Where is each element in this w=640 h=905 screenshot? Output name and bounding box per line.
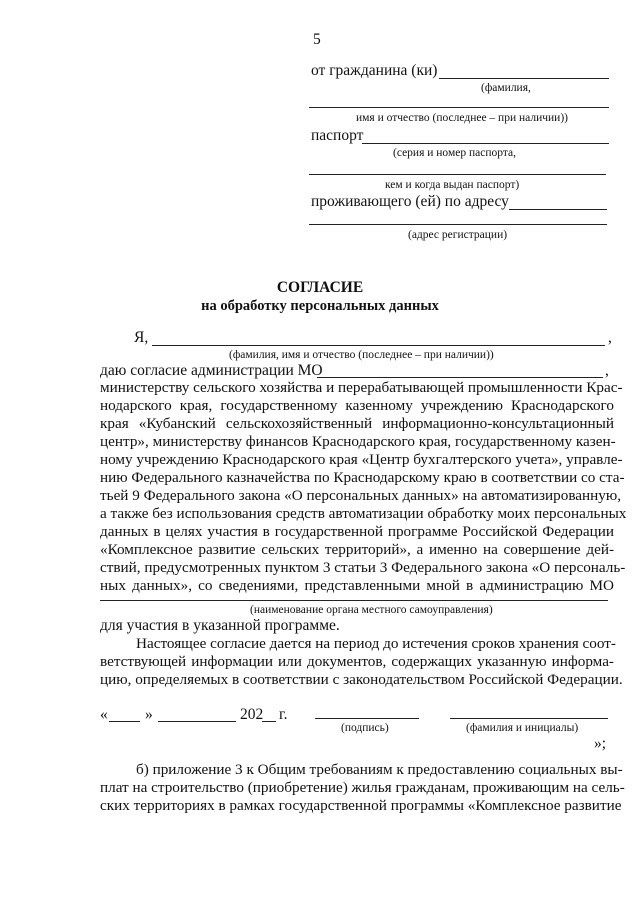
- address-line-1: [509, 209, 607, 210]
- month-line: [158, 721, 236, 722]
- year-line: [262, 721, 276, 722]
- paragraph-line: нию Федерального казначейства по Краснодарскому краю в соответствии со ста-: [100, 469, 625, 486]
- page-number: 5: [313, 31, 321, 48]
- i-label: Я,: [134, 329, 149, 346]
- issued-line: [309, 174, 606, 175]
- org-hint: (наименование органа местного самоуправления): [250, 604, 493, 616]
- validity-line: цию, определяемых в соответствии с законодательством Российской Федерации.: [100, 671, 623, 688]
- mo-line: [317, 377, 603, 378]
- paragraph-line: ных данных», со сведениями, представленными мной в администрацию МО: [100, 577, 614, 594]
- closing-quote: »;: [594, 735, 607, 752]
- paragraph-line: центр», министерству финансов Краснодарского края, государственному казен-: [100, 433, 616, 450]
- signature-line: [315, 718, 419, 719]
- mo-comma: ,: [605, 362, 609, 379]
- initials-line: [450, 718, 608, 719]
- fio-comma: ,: [608, 329, 612, 346]
- passport-line: [362, 143, 609, 144]
- signature-hint: (подпись): [341, 722, 389, 734]
- fio-line: [152, 345, 605, 346]
- footer-line: плат на строительство (приобретение) жилья гражданам, проживающим на сель-: [100, 779, 625, 796]
- passport-hint: (серия и номер паспорта,: [393, 147, 516, 159]
- paragraph-line: края «Кубанский сельскохозяйственный информационно-консультационный: [100, 415, 614, 432]
- address-label: проживающего (ей) по адресу: [311, 193, 509, 210]
- org-line: [100, 600, 608, 601]
- from-citizen-label: от гражданина (ки): [311, 62, 438, 79]
- validity-line: ветствующей информации или документов, содержащих указанную информа-: [100, 653, 614, 670]
- name-hint: имя и отчество (последнее – при наличии)): [356, 112, 568, 124]
- address-hint: (адрес регистрации): [408, 229, 508, 241]
- fio-hint: (фамилия, имя и отчество (последнее – при наличии)): [229, 349, 494, 361]
- day-line: [109, 721, 140, 722]
- paragraph-line: «Комплексное развитие сельских территорий», а именно на совершение дей-: [100, 541, 614, 558]
- footer-line: б) приложение 3 к Общим требованиям к предоставлению социальных вы-: [136, 761, 623, 778]
- paragraph-line: ствий, предусмотренных пунктом 3 статьи 3 Федерального закона «О персональ-: [100, 559, 626, 576]
- paragraph-line: тьей 9 Федерального закона «О персональных данных» на автоматизированную,: [100, 487, 622, 504]
- passport-label: паспорт: [311, 127, 364, 144]
- paragraph-line: нодарского края, государственному казенному учреждению Краснодарского: [100, 397, 614, 414]
- year-suffix: г.: [279, 706, 288, 723]
- paragraph-line: а также без использования средств автоматизации обработку моих персональных: [100, 505, 627, 522]
- name-line: [309, 107, 609, 108]
- surname-hint: (фамилия,: [481, 82, 531, 94]
- date-quote-close: »: [145, 706, 153, 723]
- date-quote-open: «: [100, 706, 108, 723]
- document-title: СОГЛАСИЕ: [276, 279, 364, 296]
- validity-line: Настоящее согласие дается на период до истечения сроков хранения соот-: [136, 635, 616, 652]
- document-subtitle: на обработку персональных данных: [201, 298, 439, 314]
- address-line-2: [309, 224, 607, 225]
- paragraph-line: данных в целях участия в государственной программе Российской Федерации: [100, 523, 614, 540]
- initials-hint: (фамилия и инициалы): [466, 722, 579, 734]
- paragraph-line: министерству сельского хозяйства и перерабатывающей промышленности Крас-: [100, 379, 623, 396]
- year-prefix: 202: [240, 706, 264, 723]
- purpose-text: для участия в указанной программе.: [100, 617, 340, 634]
- surname-line: [439, 78, 609, 79]
- paragraph-line: ному учреждению Краснодарского края «Центр бухгалтерского учета», управле-: [100, 451, 623, 468]
- consent-lead: даю согласие администрации МО: [100, 362, 323, 379]
- footer-line: ских территориях в рамках государственной программы «Комплексное развитие: [100, 797, 622, 814]
- issued-hint: кем и когда выдан паспорт): [385, 179, 520, 191]
